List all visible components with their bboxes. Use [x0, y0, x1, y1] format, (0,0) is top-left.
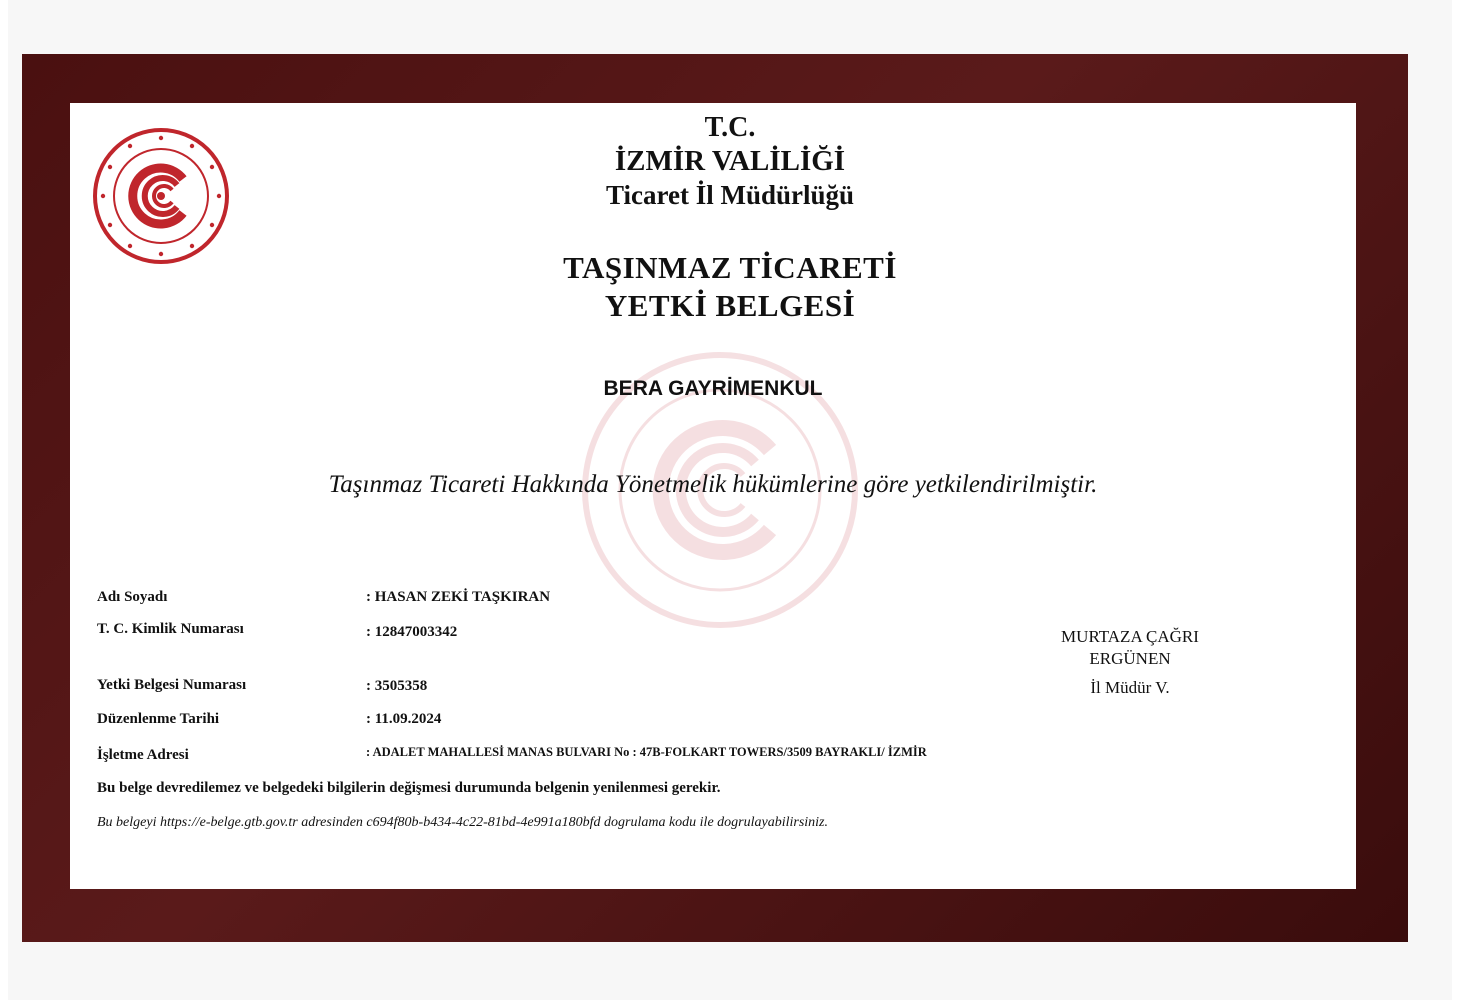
verification-text: Bu belgeyi https://e-belge.gtb.gov.tr adresinden c694f80b-b434-4c22-81bd-4e991a180bfd dogrulama kodu ile dogrulayabilirsiniz. [97, 815, 829, 830]
signatory-title: İl Müdür V. [1090, 678, 1170, 697]
field-label-tc-id: T. C. Kimlik Numarası [97, 621, 244, 637]
field-value-tc-id: : 12847003342 [366, 624, 458, 640]
header-valilik: İZMİR VALİLİĞİ [614, 145, 846, 177]
transfer-note: Bu belge devredilemez ve belgedeki bilgilerin değişmesi durumunda belgenin yenilenmesi gerekir. [97, 780, 721, 796]
field-label-address: İşletme Adresi [97, 747, 189, 763]
field-label-certificate-number: Yetki Belgesi Numarası [97, 677, 247, 693]
field-label-name: Adı Soyadı [97, 589, 168, 605]
field-label-issue-date: Düzenlenme Tarihi [97, 711, 220, 727]
field-value-name: : HASAN ZEKİ TAŞKIRAN [366, 589, 551, 605]
title-line2: YETKİ BELGESİ [604, 288, 856, 323]
header-tc: T.C. [704, 112, 756, 143]
header-mudurluk: Ticaret İl Müdürlüğü [605, 180, 855, 210]
signatory-name-line2: ERGÜNEN [1089, 649, 1171, 668]
field-value-address: : ADALET MAHALLESİ MANAS BULVARI No : 47B-FOLKART TOWERS/3509 BAYRAKLI/ İZMİR [366, 745, 927, 759]
field-value-certificate-number: : 3505358 [366, 678, 428, 694]
field-value-issue-date: : 11.09.2024 [366, 711, 442, 727]
title-line1: TAŞINMAZ TİCARETİ [563, 250, 897, 285]
authorization-statement: Taşınmaz Ticareti Hakkında Yönetmelik hükümlerine göre yetkilendirilmiştir. [328, 471, 1098, 498]
company-name: BERA GAYRİMENKUL [603, 377, 823, 400]
signatory-name-line1: MURTAZA ÇAĞRI [1061, 627, 1199, 646]
